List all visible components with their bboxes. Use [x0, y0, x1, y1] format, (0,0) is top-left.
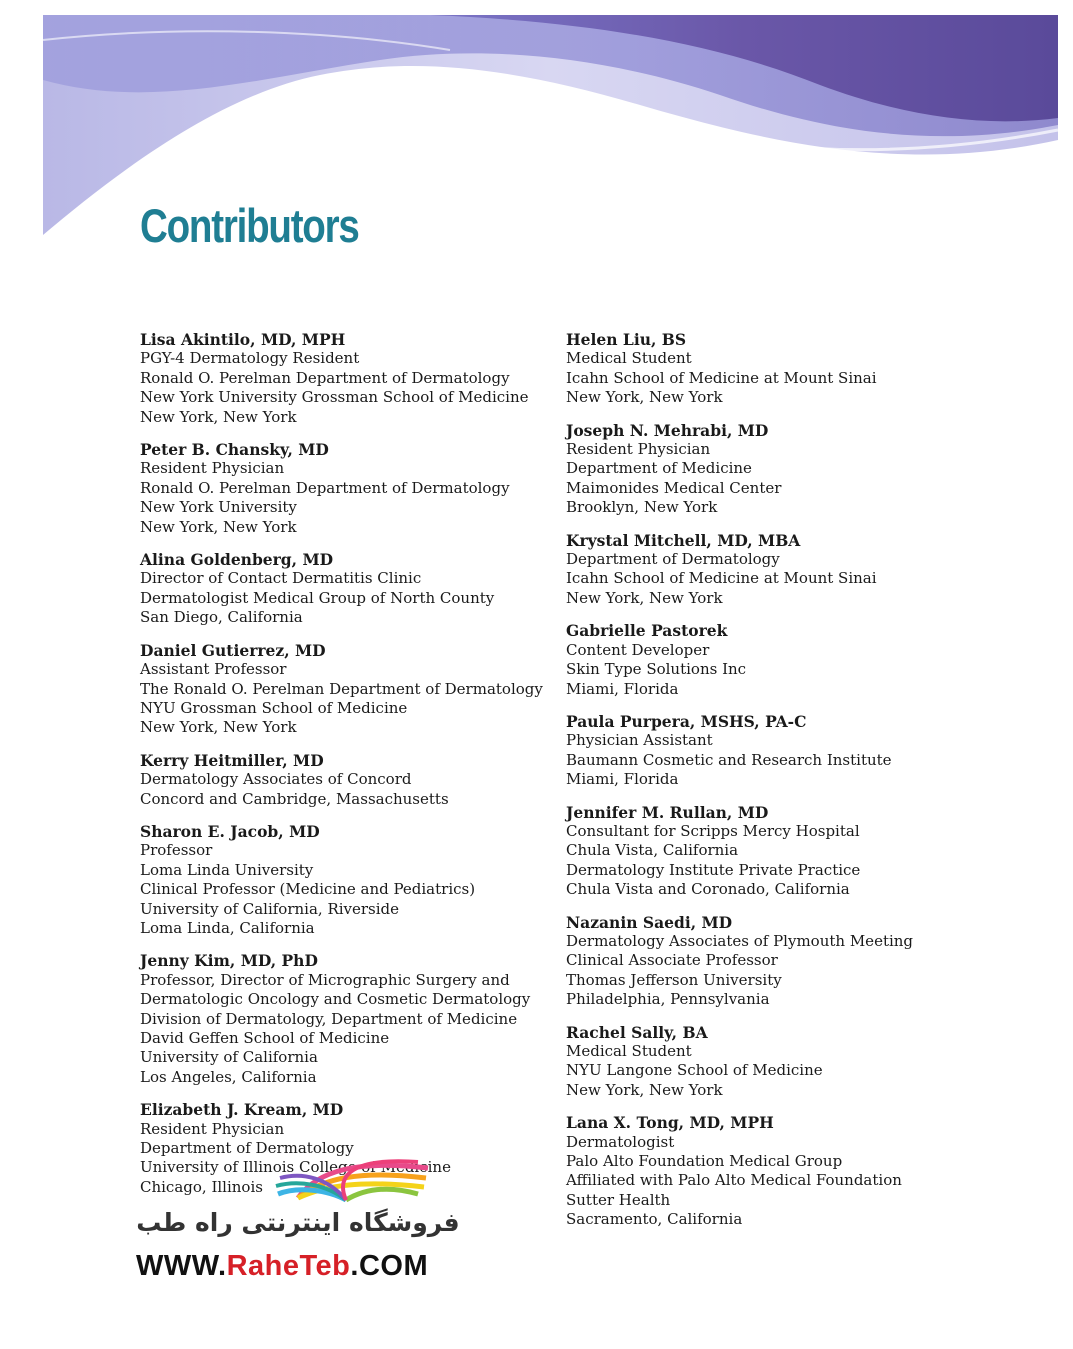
contributor-affiliation-line: Consultant for Scripps Mercy Hospital — [566, 821, 860, 840]
contributor-affiliation-line: NYU Langone School of Medicine — [566, 1061, 823, 1080]
contributor-affiliation-line: Philadelphia, Pennsylvania — [566, 990, 770, 1009]
contributor-affiliation-line: Miami, Florida — [566, 679, 679, 698]
contributor-entry — [140, 751, 570, 809]
contributor-affiliation-line: Chula Vista, California — [566, 841, 739, 860]
contributor-affiliation-line: Baumann Cosmetic and Research Institute — [566, 750, 892, 769]
contributor-affiliation-line: Assistant Professor — [140, 660, 287, 679]
contributor-affiliation-line: Dermatologic Oncology and Cosmetic Dermatology — [140, 990, 531, 1009]
contributor-affiliation-line: Dermatology Institute Private Practice — [566, 860, 861, 879]
contributor-affiliation-line: NYU Grossman School of Medicine — [140, 698, 408, 717]
contributor-name: Alina Goldenberg, MD — [140, 550, 334, 570]
contributor-name: Elizabeth J. Kream, MD — [140, 1100, 344, 1120]
contributor-affiliation-line: Department of Medicine — [566, 459, 752, 478]
contributor-affiliation-line: David Geffen School of Medicine — [140, 1029, 390, 1047]
contributor-affiliation-line: Ronald O. Perelman Department of Dermatology — [140, 478, 510, 497]
contributor-name: Gabrielle Pastorek — [566, 621, 728, 641]
contributor-name: Peter B. Chansky, MD — [140, 440, 329, 460]
contributor-affiliation-line: New York University — [140, 498, 297, 517]
contributor-affiliation-line: Concord and Cambridge, Massachusetts — [140, 789, 449, 808]
contributors-right-column — [566, 330, 996, 1243]
open-book-icon — [128, 1150, 468, 1210]
contributor-affiliation-line: Medical Student — [566, 349, 692, 368]
contributors-left-column — [140, 330, 570, 1210]
contributor-name: Sharon E. Jacob, MD — [140, 821, 320, 841]
contributor-entry — [140, 822, 570, 938]
contributor-affiliation-line: Dermatology Associates of Concord — [140, 770, 412, 789]
contributor-affiliation-line: New York, New York — [566, 588, 723, 607]
contributor-name: Jennifer M. Rullan, MD — [566, 802, 769, 822]
contributor-affiliation-line: New York, New York — [566, 1080, 723, 1099]
contributor-entry — [140, 641, 570, 738]
contributor-affiliation-line: Icahn School of Medicine at Mount Sinai — [566, 368, 877, 387]
contributor-affiliation-line: University of Illinois College of Medicine — [140, 1158, 451, 1177]
contributor-affiliation-line: Los Angeles, California — [140, 1067, 317, 1086]
contributor-affiliation-line: Brooklyn, New York — [566, 498, 718, 517]
contributor-entry — [566, 621, 996, 699]
contributor-affiliation-line: Clinical Professor (Medicine and Pediatrics) — [140, 880, 476, 899]
contributor-affiliation-line: Chula Vista and Coronado, California — [566, 880, 850, 899]
contributor-affiliation-line: New York, New York — [566, 388, 723, 407]
contributor-affiliation-line: Loma Linda, California — [140, 918, 315, 937]
contributor-name: Daniel Gutierrez, MD — [140, 640, 326, 660]
contributor-affiliation-line: Department of Dermatology — [566, 550, 780, 569]
contributor-name: Paula Purpera, MSHS, PA-C — [566, 711, 807, 731]
contributor-entry — [140, 951, 570, 1087]
contributor-affiliation-line: Resident Physician — [566, 440, 711, 459]
contributor-affiliation-line: Sacramento, California — [566, 1210, 743, 1229]
contributor-affiliation-line: Miami, Florida — [566, 770, 679, 789]
contributor-affiliation-line: Skin Type Solutions Inc — [566, 660, 747, 679]
contributor-affiliation-line: Chicago, Illinois — [140, 1177, 263, 1196]
contributor-affiliation-line: Medical Student — [566, 1042, 692, 1060]
contributor-affiliation-line: San Diego, California — [140, 608, 303, 627]
contributor-entry — [566, 1113, 996, 1229]
contributor-affiliation-line: Director of Contact Dermatitis Clinic — [140, 569, 422, 588]
contributor-entry — [566, 421, 996, 518]
contributor-entry — [566, 1023, 996, 1101]
contributor-name: Jenny Kim, MD, PhD — [140, 951, 318, 971]
contributor-name: Kerry Heitmiller, MD — [140, 750, 324, 770]
contributor-affiliation-line: Palo Alto Foundation Medical Group — [566, 1152, 843, 1171]
contributor-entry — [566, 913, 996, 1010]
contributor-affiliation-line: Sutter Health — [566, 1190, 671, 1209]
contributor-affiliation-line: Division of Dermatology, Department of Medicine — [140, 1009, 518, 1028]
contributor-entry — [566, 712, 996, 790]
contributor-affiliation-line: Physician Assistant — [566, 731, 713, 750]
contributor-affiliation-line: Resident Physician — [140, 459, 285, 478]
contributor-affiliation-line: Professor, Director of Micrographic Surgery and — [140, 970, 510, 989]
page-title: Contributors — [140, 199, 359, 252]
contributor-affiliation-line: Maimonides Medical Center — [566, 478, 782, 497]
contributor-affiliation-line: University of California, Riverside — [140, 899, 400, 918]
contributor-affiliation-line: Dermatologist Medical Group of North County — [140, 588, 495, 607]
contributor-entry — [140, 440, 570, 537]
contributor-affiliation-line: New York, New York — [140, 718, 297, 737]
contributor-name: Joseph N. Mehrabi, MD — [566, 420, 769, 440]
contributor-entry — [566, 531, 996, 609]
contributor-affiliation-line: Dermatology Associates of Plymouth Meeting — [566, 931, 914, 950]
contributor-affiliation-line: Affiliated with Palo Alto Medical Foundation — [566, 1171, 902, 1190]
contributor-affiliation-line: Icahn School of Medicine at Mount Sinai — [566, 569, 877, 588]
contributor-affiliation-line: Professor — [140, 841, 213, 860]
contributor-entry — [566, 803, 996, 900]
contributor-affiliation-line: New York University Grossman School of Medicine — [140, 388, 529, 407]
contributor-name: Krystal Mitchell, MD, MBA — [566, 530, 801, 550]
contributor-name: Rachel Sally, BA — [566, 1022, 708, 1042]
contributor-name: Helen Liu, BS — [566, 330, 687, 349]
contributor-affiliation-line: Loma Linda University — [140, 860, 314, 879]
contributor-affiliation-line: Dermatologist — [566, 1132, 675, 1151]
contributor-name: Lisa Akintilo, MD, MPH — [140, 330, 346, 349]
contributor-name: Lana X. Tong, MD, MPH — [566, 1113, 774, 1133]
contributor-affiliation-line: Thomas Jefferson University — [566, 970, 782, 989]
contributor-affiliation-line: PGY-4 Dermatology Resident — [140, 349, 360, 368]
contributor-affiliation-line: New York, New York — [140, 517, 297, 536]
contributor-affiliation-line: Content Developer — [566, 640, 710, 659]
contributor-entry — [140, 550, 570, 628]
contributor-entry — [140, 330, 570, 427]
contributor-affiliation-line: The Ronald O. Perelman Department of Dermatology — [140, 679, 543, 698]
contributor-affiliation-line: University of California — [140, 1048, 318, 1067]
contributor-affiliation-line: New York, New York — [140, 407, 297, 426]
rahe-teb-watermark — [128, 1150, 468, 1290]
watermark-persian-text: فروشگاه اینترنتی راه طب — [136, 1208, 460, 1237]
contributor-name: Nazanin Saedi, MD — [566, 912, 733, 932]
contributor-entry — [566, 330, 996, 408]
contributor-affiliation-line: Ronald O. Perelman Department of Dermatology — [140, 368, 510, 387]
watermark-url: WWW.RaheTeb.COM — [136, 1250, 429, 1282]
contributor-affiliation-line: Resident Physician — [140, 1119, 285, 1138]
contributor-affiliation-line: Clinical Associate Professor — [566, 951, 778, 970]
contributor-affiliation-line: Department of Dermatology — [140, 1139, 354, 1158]
